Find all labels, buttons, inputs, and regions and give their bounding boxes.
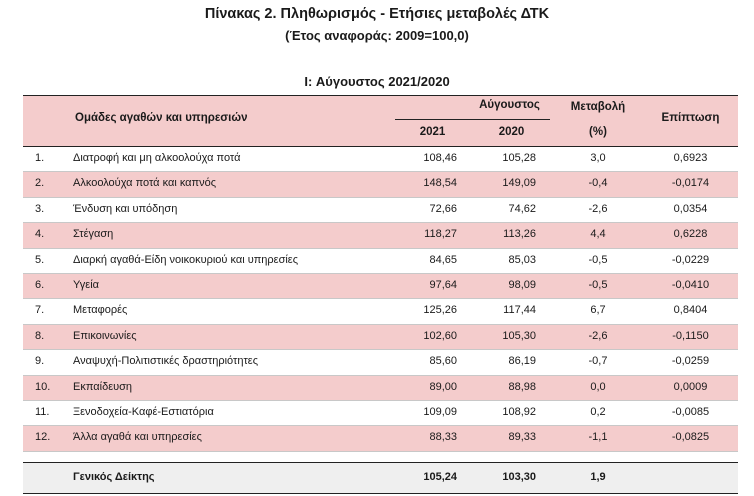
row-name: Ξενοδοχεία-Καφέ-Εστιατόρια [73,405,214,418]
row-change: -1,1 [588,431,608,444]
row-value-2021: 85,60 [429,355,457,368]
header-year-2021: 2021 [419,126,446,138]
table-body [23,147,738,452]
row-impact: -0,0259 [671,355,710,368]
total-2020: 103,30 [502,470,536,483]
row-name: Υγεία [73,278,100,291]
table-row [23,198,738,223]
row-number: 2. [35,177,45,190]
table-title: Πίνακας 2. Πληθωρισμός - Ετήσιες μεταβολές ΔΤΚ [204,6,550,22]
table-row [23,147,738,172]
row-impact: -0,0825 [671,431,710,444]
row-value-2020: 74,62 [508,202,536,215]
row-impact: -0,1150 [672,329,709,342]
table-row [23,426,738,451]
row-name: Ένδυση και υπόδηση [73,202,178,215]
table-header [23,95,738,147]
table-row [23,376,738,401]
row-value-2021: 109,09 [423,405,457,418]
row-impact: 0,0009 [673,380,708,393]
row-value-2021: 89,00 [429,380,457,393]
table-row [23,325,738,350]
row-change: 6,7 [590,304,606,317]
row-value-2020: 117,44 [503,304,536,317]
row-value-2020: 88,98 [508,380,536,393]
row-change: -0,5 [588,278,608,291]
table-row [23,401,738,426]
table-row [23,172,738,197]
table-subtitle: (Έτος αναφοράς: 2009=100,0) [285,28,469,43]
row-impact: 0,0354 [673,202,708,215]
row-impact: -0,0174 [671,177,710,190]
header-impact: Επίπτωση [661,112,720,124]
table-row [23,274,738,299]
cpi-table [23,95,738,494]
row-value-2021: 102,60 [423,329,457,342]
row-number: 3. [35,202,45,215]
row-value-2020: 149,09 [502,177,536,190]
row-value-2021: 108,46 [423,152,457,164]
table-row [23,249,738,274]
row-change: 4,4 [590,228,606,241]
row-number: 1. [35,152,45,164]
row-impact: -0,0229 [671,253,710,266]
section-title: I: Αύγουστος 2021/2020 [304,74,450,89]
row-change: 0,2 [590,405,606,418]
row-name: Αναψυχή-Πολιτιστικές δραστηριότητες [73,355,259,368]
row-value-2020: 89,33 [508,431,536,444]
row-name: Άλλα αγαθά και υπηρεσίες [73,431,202,444]
total-name: Γενικός Δείκτης [73,470,155,483]
row-value-2020: 86,19 [508,355,536,368]
header-year-2020: 2020 [498,126,525,138]
row-impact: -0,0085 [671,405,710,418]
row-value-2020: 105,30 [502,329,536,342]
header-change: Μεταβολή [570,101,626,113]
row-value-2020: 98,09 [508,278,536,291]
row-name: Εκπαίδευση [73,380,133,393]
row-change: -0,4 [588,177,608,190]
header-change-unit: (%) [589,126,607,138]
row-name: Στέγαση [73,228,114,241]
row-name: Επικοινωνίες [73,329,137,342]
row-value-2020: 108,92 [502,405,536,418]
row-value-2020: 105,28 [502,152,536,164]
row-number: 4. [35,228,45,241]
row-number: 10. [35,380,51,393]
row-impact: 0,6228 [673,228,708,241]
table-row [23,350,738,375]
row-number: 5. [35,253,45,266]
row-change: -2,6 [588,329,608,342]
header-groups: Ομάδες αγαθών και υπηρεσιών [75,112,248,124]
row-value-2021: 148,54 [423,177,457,190]
row-impact: -0,0410 [671,278,710,291]
header-month: Αύγουστος [479,99,540,111]
row-change: -0,5 [588,253,608,266]
row-value-2021: 125,26 [423,304,457,317]
total-row [23,462,738,494]
row-number: 7. [35,304,45,317]
row-value-2021: 118,27 [424,228,457,241]
row-value-2020: 113,26 [503,228,536,241]
table-row [23,299,738,324]
row-change: 3,0 [590,152,606,164]
row-change: 0,0 [590,380,606,393]
row-name: Μεταφορές [73,304,128,317]
row-number: 11. [35,405,50,418]
row-name: Αλκοολούχα ποτά και καπνός [73,177,217,190]
row-value-2021: 97,64 [429,278,457,291]
row-value-2021: 84,65 [429,253,457,266]
row-name: Διατροφή και μη αλκοολούχα ποτά [73,152,241,164]
row-number: 9. [35,355,45,368]
header-rule [395,119,550,120]
row-number: 12. [35,431,51,444]
table-row [23,223,738,248]
row-value-2020: 85,03 [508,253,536,266]
spacer [23,452,738,462]
row-value-2021: 88,33 [429,431,457,444]
row-value-2021: 72,66 [429,202,457,215]
row-number: 8. [35,329,45,342]
row-impact: 0,6923 [673,152,708,164]
row-change: -2,6 [588,202,608,215]
row-impact: 0,8404 [673,304,708,317]
total-change: 1,9 [590,470,606,483]
row-name: Διαρκή αγαθά-Είδη νοικοκυριού και υπηρεσίες [73,253,299,266]
total-2021: 105,24 [423,470,457,483]
row-change: -0,7 [588,355,608,368]
row-number: 6. [35,278,45,291]
